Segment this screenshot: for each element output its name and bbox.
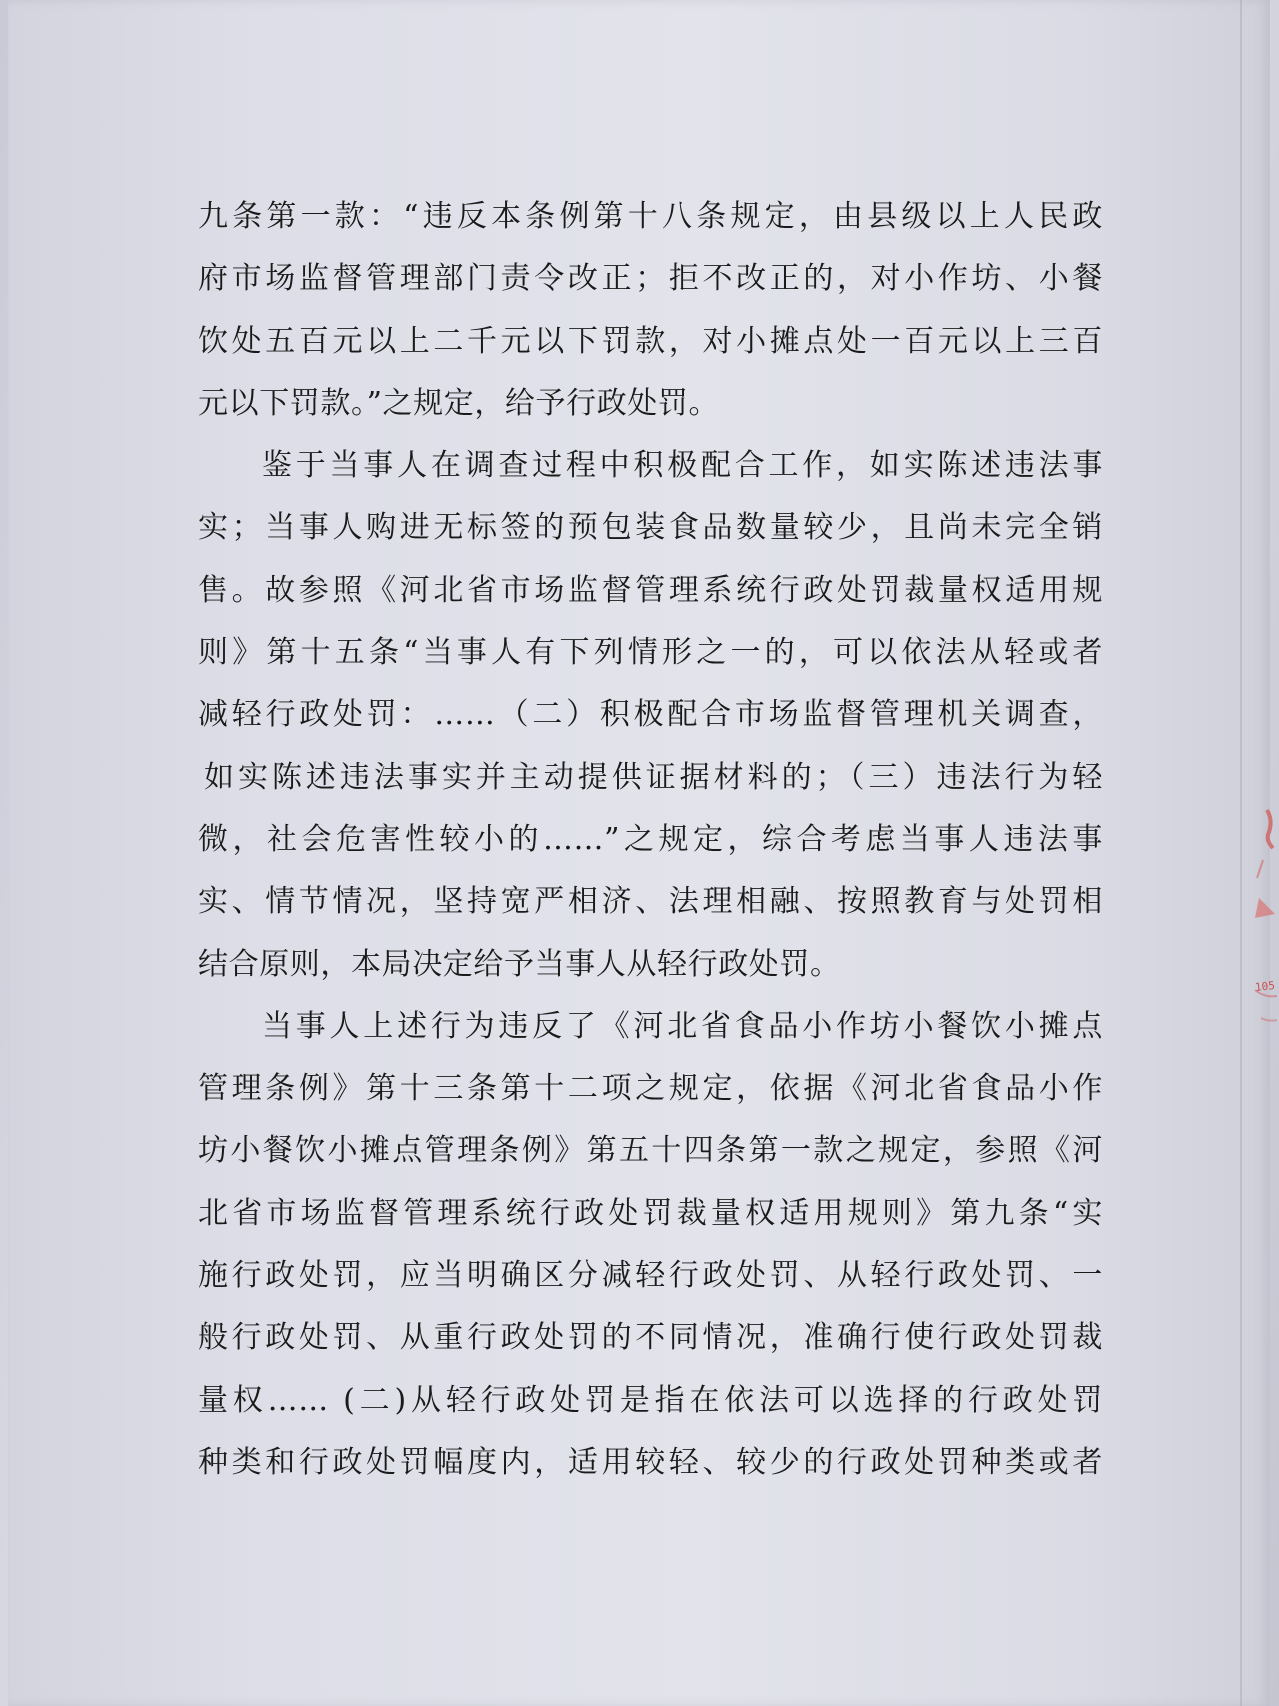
text-line: 九条第一款：“违反本条例第十八条规定，由县级以上人民政 xyxy=(198,199,1103,234)
text-line: 饮处五百元以上二千元以下罚款，对小摊点处一百元以上三百 xyxy=(198,323,1103,359)
text-line: 府市场监督管理部门责令改正；拒不改正的，对小作坊、小餐 xyxy=(198,261,1103,297)
text-line: 实、情节情况，坚持宽严相济、法理相融、按照教育与处罚相 xyxy=(198,884,1103,920)
text-line: 微，社会危害性较小的……”之规定，综合考虑当事人违法事 xyxy=(198,821,1103,857)
document-page xyxy=(8,0,1270,1706)
text-line: 实；当事人购进无标签的预包装食品数量较少，且尚未完全销 xyxy=(198,510,1103,546)
text-line: 元以下罚款。”之规定，给予行政处罚。 xyxy=(198,385,720,421)
paragraph-1 xyxy=(198,186,1103,435)
text-line: 当事人上述行为违反了《河北省食品小作坊小餐饮小摊点 xyxy=(262,1008,1103,1044)
text-line: 种类和行政处罚幅度内，适用较轻、较少的行政处罚种类或者 xyxy=(198,1444,1103,1480)
seal-number: 105 xyxy=(1254,978,1276,995)
text-line: 量权…… (二)从轻行政处罚是指在依法可以选择的行政处罚 xyxy=(198,1382,1103,1418)
seal-fragment-icon xyxy=(1233,790,1279,1040)
text-line: 如实陈述违法事实并主动提供证据材料的；（三）违法行为轻 xyxy=(204,759,1103,795)
document-body xyxy=(198,186,1103,1494)
text-line: 减轻行政处罚：……（二）积极配合市场监督管理机关调查， xyxy=(198,697,1103,733)
text-line: 鉴于当事人在调查过程中积极配合工作，如实陈述违法事 xyxy=(262,448,1103,484)
text-line: 管理条例》第十三条第十二项之规定，依据《河北省食品小作 xyxy=(198,1071,1103,1107)
text-line: 坊小餐饮小摊点管理条例》第五十四条第一款之规定，参照《河 xyxy=(198,1133,1103,1169)
text-line: 结合原则，本局决定给予当事人从轻行政处罚。 xyxy=(198,946,841,982)
paragraph-3 xyxy=(198,996,1103,1494)
text-line: 售。故参照《河北省市场监督管理系统行政处罚裁量权适用规 xyxy=(198,572,1103,608)
text-line: 施行政处罚，应当明确区分减轻行政处罚、从轻行政处罚、一 xyxy=(198,1258,1103,1294)
text-line: 北省市场监督管理系统行政处罚裁量权适用规则》第九条“实 xyxy=(198,1195,1103,1231)
text-line: 则》第十五条“当事人有下列情形之一的，可以依法从轻或者 xyxy=(198,635,1103,671)
text-line: 般行政处罚、从重行政处罚的不同情况，准确行使行政处罚裁 xyxy=(198,1320,1103,1356)
paragraph-2 xyxy=(198,435,1103,996)
